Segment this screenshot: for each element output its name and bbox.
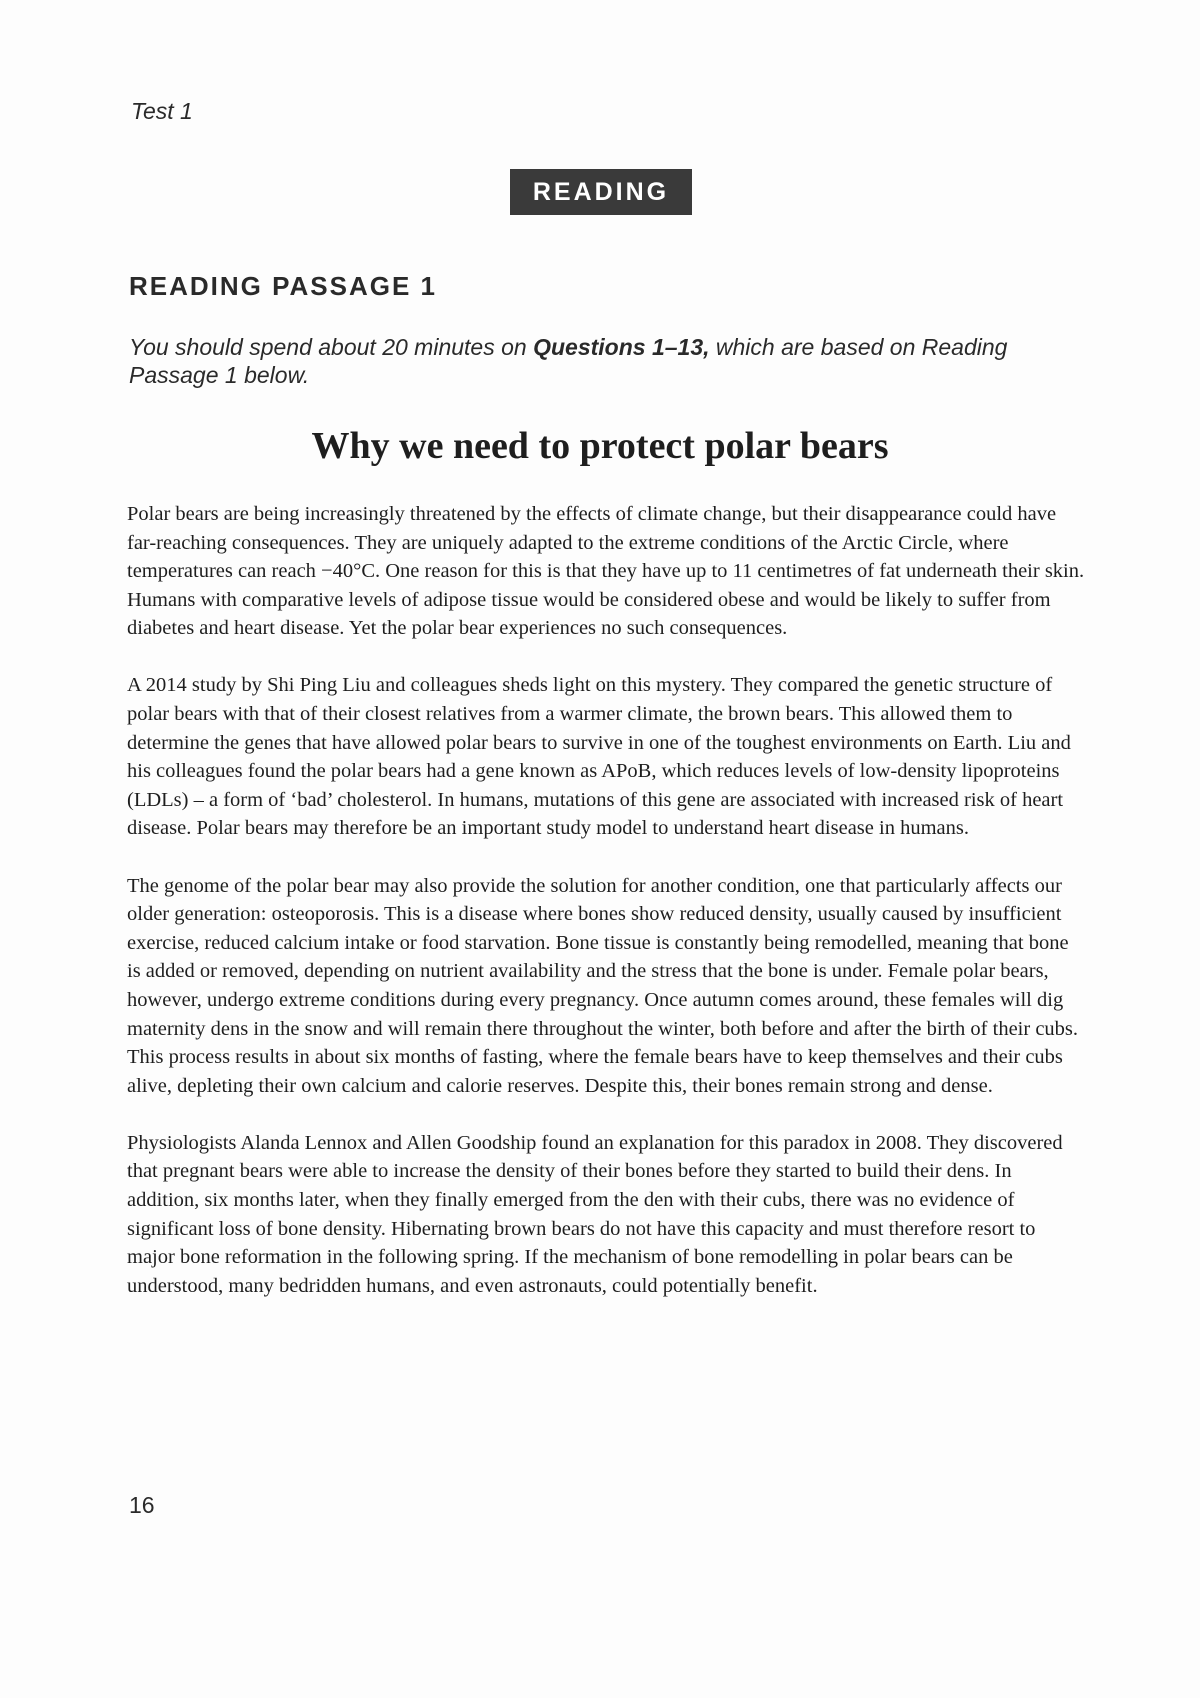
instruction-pre: You should spend about 20 minutes on bbox=[129, 334, 534, 360]
article-paragraph: Physiologists Alanda Lennox and Allen Goodship found an explanation for this paradox in 2008. They discovered that pregnant bears were able to increase the density of their bones before they started to build their dens. In addition, six months later, when they finally emerged from the den with their cubs, there was no evidence of significant loss of bone density. Hibernating brown bears do not have this capacity and must therefore resort to major bone reformation in the following spring. If the mechanism of bone remodelling in polar bears can be understood, many bedridden humans, and even astronauts, could potentially benefit. bbox=[127, 1131, 1063, 1297]
instruction-post: which are based on Reading Passage 1 below. bbox=[129, 334, 1008, 388]
instruction-questions: Questions 1–13, bbox=[533, 334, 710, 360]
section-banner: READING bbox=[510, 169, 692, 215]
article-title: Why we need to protect polar bears bbox=[311, 425, 889, 467]
article-paragraph: A 2014 study by Shi Ping Liu and colleagues sheds light on this mystery. They compared the genetic structure of polar bears with that of their closest relatives from a warmer climate, the brown bears. This allowed them to determine the genes that have allowed polar bears to survive in one of the toughest environments on Earth. Liu and his colleagues found the polar bears had a gene known as APoB, which reduces levels of low-density lipoproteins (LDLs) – a form of ‘bad’ cholesterol. In humans, mutations of this gene are associated with increased risk of heart disease. Polar bears may therefore be an important study model to understand heart disease in humans. bbox=[127, 674, 1071, 840]
article-body bbox=[127, 500, 1087, 1329]
instruction-text bbox=[129, 333, 1089, 389]
running-head: Test 1 bbox=[131, 98, 193, 124]
article-paragraph: Polar bears are being increasingly threatened by the effects of climate change, but their disappearance could have far-reaching consequences. They are uniquely adapted to the extreme conditions of the Arctic Circle, where temperatures can reach −40°C. One reason for this is that they have up to 11 centimetres of fat underneath their skin. Humans with comparative levels of adipose tissue would be considered obese and would be likely to suffer from diabetes and heart disease. Yet the polar bear experiences no such consequences. bbox=[127, 503, 1085, 640]
article-paragraph: The genome of the polar bear may also provide the solution for another condition, one that particularly affects our older generation: osteoporosis. This is a disease where bones show reduced density, usually caused by insufficient exercise, reduced calcium intake or food starvation. Bone tissue is constantly being remodelled, meaning that bone is added or removed, depending on nutrient availability and the stress that the bone is under. Female polar bears, however, undergo extreme conditions during every pregnancy. Once autumn comes around, these females will dig maternity dens in the snow and will remain there throughout the winter, both before and after the birth of their cubs. This process results in about six months of fasting, where the female bears have to keep themselves and their cubs alive, depleting their own calcium and calorie reserves. Despite this, their bones remain strong and dense. bbox=[127, 874, 1079, 1097]
page-number: 16 bbox=[129, 1492, 155, 1518]
passage-heading: READING PASSAGE 1 bbox=[129, 271, 438, 301]
